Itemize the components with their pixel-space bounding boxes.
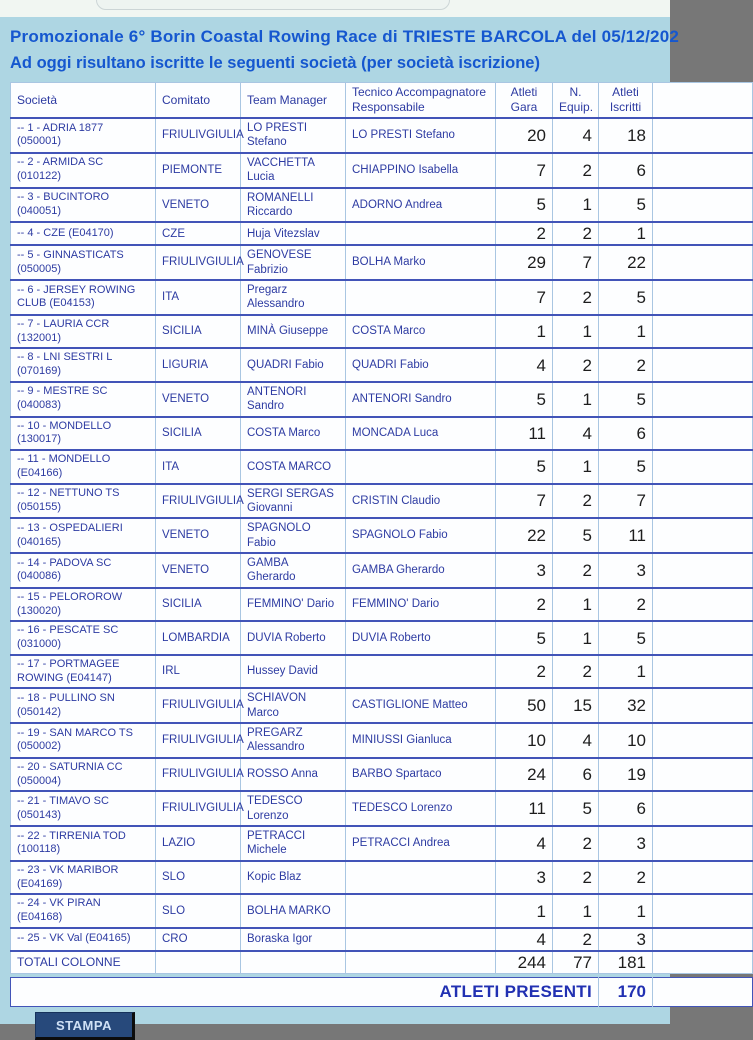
equip-cell: 5 (553, 518, 599, 553)
manager-cell: Hussey David (241, 655, 346, 689)
society-cell: -- 12 - NETTUNO TS (050155) (11, 484, 156, 519)
gara-cell: 3 (496, 861, 553, 895)
equip-cell: 5 (553, 791, 599, 826)
iscritti-cell: 32 (599, 688, 653, 723)
iscritti-cell: 5 (599, 450, 653, 484)
equip-cell: 2 (553, 484, 599, 519)
gara-cell: 24 (496, 758, 553, 792)
society-cell: -- 1 - ADRIA 1877 (050001) (11, 118, 156, 153)
committee-cell: VENETO (156, 188, 241, 223)
committee-cell: FRIULIVGIULIA (156, 245, 241, 280)
header-n-equip: N. Equip. (553, 83, 599, 119)
manager-cell: Pregarz Alessandro (241, 280, 346, 315)
equip-cell: 2 (553, 553, 599, 588)
table-row (11, 450, 753, 484)
society-cell: -- 13 - OSPEDALIERI (040165) (11, 518, 156, 553)
tecnico-cell: CHIAPPINO Isabella (346, 153, 496, 188)
athletes-present-bar (10, 977, 753, 1007)
iscritti-cell: 2 (599, 348, 653, 382)
gara-cell: 3 (496, 553, 553, 588)
extra-cell (653, 894, 753, 928)
manager-cell: MINÀ Giuseppe (241, 315, 346, 349)
society-cell: -- 2 - ARMIDA SC (010122) (11, 153, 156, 188)
extra-cell (653, 723, 753, 758)
iscritti-cell: 3 (599, 826, 653, 861)
iscritti-cell: 1 (599, 222, 653, 245)
committee-cell: FRIULIVGIULIA (156, 723, 241, 758)
iscritti-cell: 6 (599, 791, 653, 826)
committee-cell: SICILIA (156, 315, 241, 349)
committee-cell: PIEMONTE (156, 153, 241, 188)
gara-cell: 11 (496, 417, 553, 451)
equip-cell: 4 (553, 417, 599, 451)
iscritti-cell: 3 (599, 928, 653, 951)
extra-cell (653, 484, 753, 519)
society-cell: -- 19 - SAN MARCO TS (050002) (11, 723, 156, 758)
tecnico-cell (346, 280, 496, 315)
header-team-manager: Team Manager (241, 83, 346, 119)
tecnico-cell: BOLHA Marko (346, 245, 496, 280)
tecnico-cell: SPAGNOLO Fabio (346, 518, 496, 553)
extra-cell (653, 791, 753, 826)
manager-cell: FEMMINO' Dario (241, 588, 346, 622)
header-tecnico: Tecnico Accompagnatore Responsabile (346, 83, 496, 119)
extra-cell (653, 688, 753, 723)
manager-cell: COSTA Marco (241, 417, 346, 451)
extra-cell (653, 315, 753, 349)
gara-cell: 2 (496, 655, 553, 689)
table-row (11, 518, 753, 553)
iscritti-cell: 7 (599, 484, 653, 519)
equip-cell: 2 (553, 153, 599, 188)
manager-cell: ROMANELLI Riccardo (241, 188, 346, 223)
totals-label: TOTALI COLONNE (11, 951, 156, 974)
page-title: Promozionale 6° Borin Coastal Rowing Race di TRIESTE BARCOLA del 05/12/202 (10, 27, 680, 46)
header-atleti-gara: Atleti Gara (496, 83, 553, 119)
committee-cell: CZE (156, 222, 241, 245)
tecnico-cell: MINIUSSI Gianluca (346, 723, 496, 758)
equip-cell: 2 (553, 928, 599, 951)
society-cell: -- 10 - MONDELLO (130017) (11, 417, 156, 451)
manager-cell: COSTA MARCO (241, 450, 346, 484)
gara-cell: 4 (496, 928, 553, 951)
table-row (11, 588, 753, 622)
committee-cell: VENETO (156, 382, 241, 417)
header-societa: Società (11, 83, 156, 119)
extra-cell (653, 826, 753, 861)
extra-cell (653, 222, 753, 245)
header-atleti-iscritti: Atleti Iscritti (599, 83, 653, 119)
committee-cell: SICILIA (156, 588, 241, 622)
society-cell: -- 17 - PORTMAGEE ROWING (E04147) (11, 655, 156, 689)
tecnico-cell (346, 450, 496, 484)
iscritti-cell: 5 (599, 188, 653, 223)
manager-cell: GENOVESE Fabrizio (241, 245, 346, 280)
totals-n-equip: 77 (553, 951, 599, 974)
table-row (11, 826, 753, 861)
equip-cell: 1 (553, 621, 599, 655)
iscritti-cell: 5 (599, 621, 653, 655)
table-row (11, 417, 753, 451)
tecnico-cell: GAMBA Gherardo (346, 553, 496, 588)
athletes-present-label: ATLETI PRESENTI (439, 981, 593, 1001)
tecnico-cell: TEDESCO Lorenzo (346, 791, 496, 826)
society-cell: -- 6 - JERSEY ROWING CLUB (E04153) (11, 280, 156, 315)
entries-tbody (11, 118, 753, 951)
gara-cell: 4 (496, 826, 553, 861)
table-row (11, 621, 753, 655)
society-cell: -- 4 - CZE (E04170) (11, 222, 156, 245)
manager-cell: DUVIA Roberto (241, 621, 346, 655)
manager-cell: Boraska Igor (241, 928, 346, 951)
extra-cell (653, 118, 753, 153)
extra-cell (653, 928, 753, 951)
manager-cell: GAMBA Gherardo (241, 553, 346, 588)
iscritti-cell: 11 (599, 518, 653, 553)
equip-cell: 2 (553, 655, 599, 689)
gara-cell: 5 (496, 188, 553, 223)
iscritti-cell: 6 (599, 153, 653, 188)
gara-cell: 1 (496, 894, 553, 928)
extra-cell (653, 758, 753, 792)
committee-cell: SLO (156, 894, 241, 928)
iscritti-cell: 19 (599, 758, 653, 792)
committee-cell: SICILIA (156, 417, 241, 451)
committee-cell: CRO (156, 928, 241, 951)
gara-cell: 4 (496, 348, 553, 382)
extra-cell (653, 977, 753, 1006)
manager-cell: ANTENORI Sandro (241, 382, 346, 417)
equip-cell: 1 (553, 188, 599, 223)
manager-cell: QUADRI Fabio (241, 348, 346, 382)
equip-cell: 1 (553, 588, 599, 622)
gara-cell: 7 (496, 280, 553, 315)
society-cell: -- 16 - PESCATE SC (031000) (11, 621, 156, 655)
table-row (11, 723, 753, 758)
table-row (11, 791, 753, 826)
society-cell: -- 9 - MESTRE SC (040083) (11, 382, 156, 417)
iscritti-cell: 10 (599, 723, 653, 758)
committee-cell: FRIULIVGIULIA (156, 758, 241, 792)
committee-cell: FRIULIVGIULIA (156, 688, 241, 723)
equip-cell: 7 (553, 245, 599, 280)
equip-cell: 1 (553, 894, 599, 928)
equip-cell: 2 (553, 826, 599, 861)
totals-atleti-iscritti: 181 (599, 951, 653, 974)
equip-cell: 2 (553, 222, 599, 245)
society-cell: -- 22 - TIRRENIA TOD (100118) (11, 826, 156, 861)
equip-cell: 6 (553, 758, 599, 792)
table-row (11, 894, 753, 928)
society-cell: -- 11 - MONDELLO (E04166) (11, 450, 156, 484)
iscritti-cell: 6 (599, 417, 653, 451)
iscritti-cell: 3 (599, 553, 653, 588)
extra-cell (653, 417, 753, 451)
tecnico-cell: COSTA Marco (346, 315, 496, 349)
gara-cell: 2 (496, 588, 553, 622)
committee-cell: FRIULIVGIULIA (156, 484, 241, 519)
totals-atleti-gara: 244 (496, 951, 553, 974)
manager-cell: SERGI SERGAS Giovanni (241, 484, 346, 519)
gara-cell: 29 (496, 245, 553, 280)
extra-cell (653, 588, 753, 622)
table-row (11, 688, 753, 723)
totals-row (11, 951, 753, 974)
table-row (11, 222, 753, 245)
table-header (11, 83, 753, 119)
tecnico-cell: QUADRI Fabio (346, 348, 496, 382)
tecnico-cell (346, 655, 496, 689)
society-cell: -- 21 - TIMAVO SC (050143) (11, 791, 156, 826)
manager-cell: PREGARZ Alessandro (241, 723, 346, 758)
extra-cell (653, 951, 753, 974)
society-cell: -- 14 - PADOVA SC (040086) (11, 553, 156, 588)
gara-cell: 2 (496, 222, 553, 245)
committee-cell: LOMBARDIA (156, 621, 241, 655)
table-row (11, 553, 753, 588)
tecnico-cell: BARBO Spartaco (346, 758, 496, 792)
equip-cell: 2 (553, 348, 599, 382)
extra-cell (653, 348, 753, 382)
extra-cell (653, 280, 753, 315)
tecnico-cell: PETRACCI Andrea (346, 826, 496, 861)
top-chrome-strip (0, 0, 670, 17)
table-row (11, 655, 753, 689)
equip-cell: 15 (553, 688, 599, 723)
table-row (11, 758, 753, 792)
iscritti-cell: 5 (599, 280, 653, 315)
iscritti-cell: 5 (599, 382, 653, 417)
page-subtitle: Ad oggi risultano iscritte le seguenti società (per società iscrizione) (10, 54, 540, 72)
table-row (11, 188, 753, 223)
committee-cell: SLO (156, 861, 241, 895)
tecnico-cell (346, 222, 496, 245)
iscritti-cell: 2 (599, 588, 653, 622)
equip-cell: 2 (553, 861, 599, 895)
tecnico-cell: FEMMINO' Dario (346, 588, 496, 622)
manager-cell: Kopic Blaz (241, 861, 346, 895)
tecnico-cell: LO PRESTI Stefano (346, 118, 496, 153)
equip-cell: 1 (553, 315, 599, 349)
society-cell: -- 23 - VK MARIBOR (E04169) (11, 861, 156, 895)
committee-cell: VENETO (156, 553, 241, 588)
society-cell: -- 3 - BUCINTORO (040051) (11, 188, 156, 223)
iscritti-cell: 18 (599, 118, 653, 153)
equip-cell: 4 (553, 723, 599, 758)
tecnico-cell: MONCADA Luca (346, 417, 496, 451)
entries-table (10, 82, 753, 974)
iscritti-cell: 1 (599, 894, 653, 928)
committee-cell: ITA (156, 280, 241, 315)
tecnico-cell: ANTENORI Sandro (346, 382, 496, 417)
table-row (11, 245, 753, 280)
table-row (11, 382, 753, 417)
society-cell: -- 24 - VK PIRAN (E04168) (11, 894, 156, 928)
gara-cell: 20 (496, 118, 553, 153)
report-content (0, 27, 680, 1007)
society-cell: -- 18 - PULLINO SN (050142) (11, 688, 156, 723)
committee-cell: FRIULIVGIULIA (156, 118, 241, 153)
extra-cell (653, 861, 753, 895)
extra-cell (653, 450, 753, 484)
gara-cell: 7 (496, 484, 553, 519)
tecnico-cell: DUVIA Roberto (346, 621, 496, 655)
manager-cell: PETRACCI Michele (241, 826, 346, 861)
equip-cell: 1 (553, 382, 599, 417)
committee-cell: ITA (156, 450, 241, 484)
gara-cell: 10 (496, 723, 553, 758)
society-cell: -- 25 - VK Val (E04165) (11, 928, 156, 951)
manager-cell: SPAGNOLO Fabio (241, 518, 346, 553)
iscritti-cell: 2 (599, 861, 653, 895)
manager-cell: VACCHETTA Lucia (241, 153, 346, 188)
table-row (11, 315, 753, 349)
committee-cell: LAZIO (156, 826, 241, 861)
iscritti-cell: 1 (599, 315, 653, 349)
society-cell: -- 5 - GINNASTICATS (050005) (11, 245, 156, 280)
extra-cell (653, 621, 753, 655)
society-cell: -- 20 - SATURNIA CC (050004) (11, 758, 156, 792)
table-row (11, 348, 753, 382)
tecnico-cell (346, 861, 496, 895)
gara-cell: 50 (496, 688, 553, 723)
equip-cell: 2 (553, 280, 599, 315)
manager-cell: LO PRESTI Stefano (241, 118, 346, 153)
gara-cell: 22 (496, 518, 553, 553)
table-row (11, 118, 753, 153)
committee-cell: FRIULIVGIULIA (156, 791, 241, 826)
gara-cell: 5 (496, 382, 553, 417)
committee-cell: VENETO (156, 518, 241, 553)
table-row (11, 928, 753, 951)
extra-cell (653, 518, 753, 553)
manager-cell: BOLHA MARKO (241, 894, 346, 928)
society-cell: -- 7 - LAURIA CCR (132001) (11, 315, 156, 349)
extra-cell (653, 188, 753, 223)
table-row (11, 280, 753, 315)
iscritti-cell: 1 (599, 655, 653, 689)
tecnico-cell (346, 928, 496, 951)
extra-cell (653, 655, 753, 689)
gara-cell: 1 (496, 315, 553, 349)
gara-cell: 7 (496, 153, 553, 188)
committee-cell: IRL (156, 655, 241, 689)
header-comitato: Comitato (156, 83, 241, 119)
tecnico-cell: CASTIGLIONE Matteo (346, 688, 496, 723)
society-cell: -- 15 - PELOROROW (130020) (11, 588, 156, 622)
tecnico-cell: CRISTIN Claudio (346, 484, 496, 519)
tecnico-cell (346, 894, 496, 928)
extra-cell (653, 245, 753, 280)
tecnico-cell: ADORNO Andrea (346, 188, 496, 223)
table-row (11, 484, 753, 519)
manager-cell: ROSSO Anna (241, 758, 346, 792)
extra-column-header (653, 83, 753, 119)
society-cell: -- 8 - LNI SESTRI L (070169) (11, 348, 156, 382)
committee-cell: LIGURIA (156, 348, 241, 382)
extra-cell (653, 153, 753, 188)
iscritti-cell: 22 (599, 245, 653, 280)
equip-cell: 4 (553, 118, 599, 153)
equip-cell: 1 (553, 450, 599, 484)
print-button[interactable]: STAMPA (35, 1012, 135, 1040)
gara-cell: 5 (496, 450, 553, 484)
athletes-present-value: 170 (599, 977, 653, 1006)
table-row (11, 153, 753, 188)
address-bar-edge (96, 0, 450, 10)
extra-cell (653, 382, 753, 417)
gara-cell: 5 (496, 621, 553, 655)
manager-cell: Huja Vitezslav (241, 222, 346, 245)
extra-cell (653, 553, 753, 588)
gara-cell: 11 (496, 791, 553, 826)
table-row (11, 861, 753, 895)
manager-cell: SCHIAVON Marco (241, 688, 346, 723)
manager-cell: TEDESCO Lorenzo (241, 791, 346, 826)
